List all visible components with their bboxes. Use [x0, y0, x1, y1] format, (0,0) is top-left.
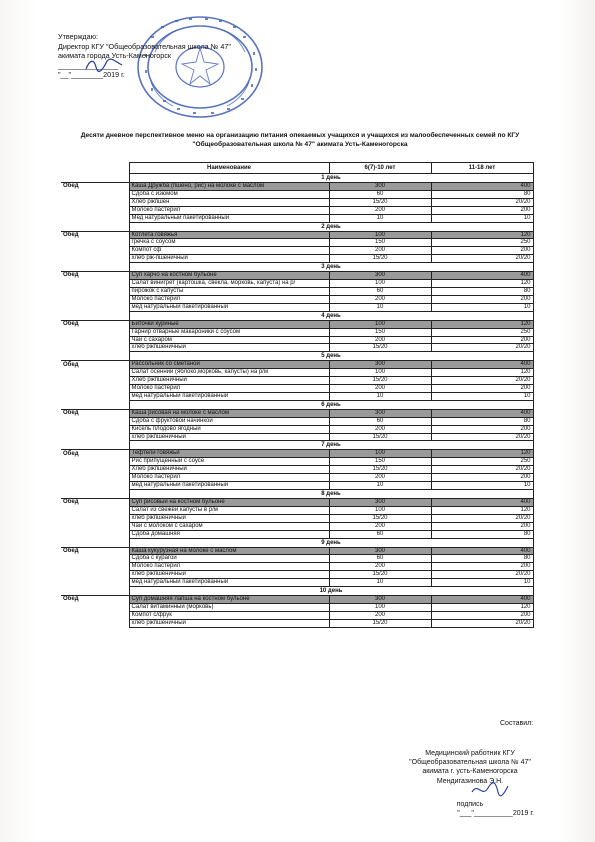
meal-spacer	[61, 255, 129, 263]
portion-6-10: 15/20	[329, 571, 431, 579]
meal-spacer	[61, 619, 129, 627]
dish-name: Каша рисовая на молоке с маслом	[129, 409, 329, 417]
menu-table-body	[61, 163, 533, 628]
day-spacer	[61, 490, 129, 499]
portion-6-10: 10	[329, 303, 431, 311]
day-row	[61, 587, 533, 596]
dish-name: хлеб ржпшеничный	[129, 344, 329, 352]
dish-name: Салат осенний (яблоко,морковь, капусты) на р/м	[129, 369, 329, 377]
table-row	[61, 377, 533, 385]
portion-11-18: 20/20	[431, 466, 533, 474]
dish-name: Сдоба домашняя	[129, 530, 329, 538]
compiled-label: Составил:	[500, 720, 534, 727]
table-row	[61, 547, 533, 555]
meal-spacer	[61, 336, 129, 344]
table-row	[61, 450, 533, 458]
meal-spacer	[61, 474, 129, 482]
meal-spacer	[61, 514, 129, 522]
table-row	[61, 272, 533, 280]
day-spacer	[61, 263, 129, 272]
portion-6-10: 200	[329, 611, 431, 619]
portion-11-18: 80	[431, 190, 533, 198]
portion-6-10: 150	[329, 328, 431, 336]
meal-label: Обед	[61, 272, 129, 280]
dish-name: мед натуральный пакетированный	[129, 482, 329, 490]
table-row	[61, 555, 533, 563]
meal-spacer	[61, 611, 129, 619]
dish-name: Рис припущенный с соусе	[129, 458, 329, 466]
table-row	[61, 336, 533, 344]
dish-name: Молоко пастерил	[129, 385, 329, 393]
table-row	[61, 571, 533, 579]
meal-spacer	[61, 417, 129, 425]
day-label: 8 день	[129, 490, 533, 499]
table-row	[61, 611, 533, 619]
meal-spacer	[61, 280, 129, 288]
portion-11-18: 200	[431, 385, 533, 393]
portion-11-18: 20/20	[431, 619, 533, 627]
portion-6-10: 15/20	[329, 433, 431, 441]
table-row	[61, 433, 533, 441]
day-spacer	[61, 441, 129, 450]
table-row	[61, 369, 533, 377]
approval-director: Директор КГУ "Общеобразовательная школа № 47"	[58, 41, 231, 51]
portion-11-18: 200	[431, 206, 533, 214]
portion-6-10: 10	[329, 579, 431, 587]
meal-label: Обед	[61, 499, 129, 507]
dish-name: Салат витаминный (морковь)	[129, 603, 329, 611]
portion-11-18: 20/20	[431, 433, 533, 441]
portion-11-18: 200	[431, 247, 533, 255]
portion-11-18: 400	[431, 272, 533, 280]
dish-name: мед натуральный пакетированный	[129, 579, 329, 587]
dish-name: пирожок с капусты	[129, 287, 329, 295]
portion-11-18: 80	[431, 530, 533, 538]
meal-spacer	[61, 571, 129, 579]
portion-11-18: 200	[431, 336, 533, 344]
portion-6-10: 150	[329, 239, 431, 247]
portion-11-18: 80	[431, 555, 533, 563]
dish-name: Хлеб ржпшен	[129, 198, 329, 206]
portion-11-18: 200	[431, 611, 533, 619]
meal-label: Обед	[61, 361, 129, 369]
portion-6-10: 100	[329, 603, 431, 611]
day-label: 9 день	[129, 538, 533, 547]
portion-6-10: 100	[329, 450, 431, 458]
table-row	[61, 280, 533, 288]
meal-label: Обед	[61, 450, 129, 458]
portion-11-18: 20/20	[431, 377, 533, 385]
table-row	[61, 320, 533, 328]
dish-name: Чай с сахаром	[129, 336, 329, 344]
portion-6-10: 60	[329, 190, 431, 198]
meal-spacer	[61, 247, 129, 255]
day-label: 3 день	[129, 263, 533, 272]
dish-name: Рассольник со сметаной	[129, 361, 329, 369]
portion-11-18: 20/20	[431, 514, 533, 522]
meal-spacer	[61, 425, 129, 433]
portion-11-18: 20/20	[431, 571, 533, 579]
table-row	[61, 295, 533, 303]
portion-11-18: 400	[431, 409, 533, 417]
meal-spacer	[61, 214, 129, 222]
portion-11-18: 10	[431, 214, 533, 222]
table-row	[61, 183, 533, 191]
table-header-row	[61, 163, 533, 174]
portion-6-10: 300	[329, 547, 431, 555]
portion-11-18: 250	[431, 458, 533, 466]
day-label: 6 день	[129, 400, 533, 409]
dish-name: Салат винигрет (картошка, свекла, морковь, капуста) на р/	[129, 280, 329, 288]
meal-spacer	[61, 369, 129, 377]
table-row	[61, 619, 533, 627]
table-row	[61, 522, 533, 530]
header-cell-age-11-18: 11-18 лет	[431, 163, 533, 174]
portion-11-18: 10	[431, 579, 533, 587]
table-row	[61, 287, 533, 295]
meal-spacer	[61, 198, 129, 206]
dish-name: мед натуральный пакетированный	[129, 392, 329, 400]
table-row	[61, 563, 533, 571]
dish-name: Кисель плодово ягодный	[129, 425, 329, 433]
portion-6-10: 200	[329, 247, 431, 255]
dish-name: мед натуральный пакетированный	[129, 303, 329, 311]
portion-11-18: 120	[431, 320, 533, 328]
portion-6-10: 10	[329, 482, 431, 490]
meal-spacer	[61, 344, 129, 352]
table-row	[61, 190, 533, 198]
portion-6-10: 150	[329, 458, 431, 466]
day-spacer	[61, 174, 129, 183]
portion-6-10: 15/20	[329, 377, 431, 385]
day-row	[61, 352, 533, 361]
meal-label: Обед	[61, 547, 129, 555]
dish-name: хлеб ржпшеничный	[129, 619, 329, 627]
compiler-akimat: акимата г. усть-Каменогорска	[422, 768, 518, 776]
meal-spacer	[61, 392, 129, 400]
dish-name: Суп харчо на костном бульоне	[129, 272, 329, 280]
table-row	[61, 596, 533, 604]
portion-11-18: 250	[431, 239, 533, 247]
portion-6-10: 200	[329, 385, 431, 393]
day-label: 7 день	[129, 441, 533, 450]
portion-11-18: 10	[431, 303, 533, 311]
portion-11-18: 120	[431, 506, 533, 514]
portion-6-10: 100	[329, 280, 431, 288]
portion-6-10: 300	[329, 596, 431, 604]
portion-11-18: 400	[431, 499, 533, 507]
table-row	[61, 579, 533, 587]
table-row	[61, 344, 533, 352]
portion-6-10: 60	[329, 530, 431, 538]
dish-name: Салат из свежей капусты в р/м	[129, 506, 329, 514]
header-cell-name: Наименование	[129, 163, 329, 174]
meal-spacer	[61, 530, 129, 538]
compiler-school: "Общеобразовательная школа № 47"	[409, 759, 531, 767]
portion-6-10: 100	[329, 320, 431, 328]
table-row	[61, 361, 533, 369]
meal-label: Обед	[61, 183, 129, 191]
meal-spacer	[61, 287, 129, 295]
table-row	[61, 425, 533, 433]
table-row	[61, 255, 533, 263]
compiler-date: "___"__________2019 г.	[457, 810, 534, 818]
table-row	[61, 514, 533, 522]
table-row	[61, 328, 533, 336]
day-row	[61, 400, 533, 409]
dish-name: Компот сф	[129, 247, 329, 255]
table-row	[61, 247, 533, 255]
dish-name: Молоко пастерил	[129, 563, 329, 571]
meal-label: Обед	[61, 231, 129, 239]
meal-label: Обед	[61, 596, 129, 604]
meal-spacer	[61, 295, 129, 303]
approval-date: "__"________2019 г.	[58, 70, 125, 80]
portion-11-18: 400	[431, 361, 533, 369]
meal-spacer	[61, 190, 129, 198]
meal-spacer	[61, 206, 129, 214]
portion-6-10: 300	[329, 272, 431, 280]
meal-spacer	[61, 603, 129, 611]
meal-spacer	[61, 579, 129, 587]
portion-11-18: 120	[431, 603, 533, 611]
portion-11-18: 120	[431, 450, 533, 458]
meal-spacer	[61, 328, 129, 336]
portion-6-10: 10	[329, 214, 431, 222]
portion-6-10: 15/20	[329, 344, 431, 352]
portion-6-10: 200	[329, 206, 431, 214]
approval-akimat: акимата города Усть-Каменогорск	[58, 51, 172, 61]
header-cell-meal	[61, 163, 129, 174]
portion-6-10: 100	[329, 231, 431, 239]
day-label: 10 день	[129, 587, 533, 596]
table-row	[61, 392, 533, 400]
portion-6-10: 300	[329, 499, 431, 507]
compiler-signature-icon	[470, 782, 510, 798]
portion-11-18: 200	[431, 563, 533, 571]
meal-label: Обед	[61, 320, 129, 328]
portion-11-18: 80	[431, 287, 533, 295]
day-label: 4 день	[129, 311, 533, 320]
dish-name: Молоко пастерил	[129, 474, 329, 482]
meal-spacer	[61, 482, 129, 490]
meal-spacer	[61, 466, 129, 474]
day-spacer	[61, 222, 129, 231]
portion-6-10: 100	[329, 506, 431, 514]
portion-11-18: 120	[431, 231, 533, 239]
portion-6-10: 300	[329, 409, 431, 417]
portion-11-18: 20/20	[431, 198, 533, 206]
meal-spacer	[61, 555, 129, 563]
dish-name: хлеб ржпшеничный	[129, 571, 329, 579]
portion-6-10: 15/20	[329, 255, 431, 263]
portion-11-18: 200	[431, 474, 533, 482]
portion-6-10: 15/20	[329, 198, 431, 206]
day-row	[61, 174, 533, 183]
table-row	[61, 603, 533, 611]
dish-name: гречка с соусом	[129, 239, 329, 247]
portion-11-18: 120	[431, 280, 533, 288]
meal-label: Обед	[61, 409, 129, 417]
day-row	[61, 441, 533, 450]
meal-spacer	[61, 385, 129, 393]
table-row	[61, 506, 533, 514]
meal-spacer	[61, 506, 129, 514]
portion-6-10: 60	[329, 417, 431, 425]
compiler-position: Медицинский работник КГУ	[425, 750, 515, 757]
portion-11-18: 200	[431, 295, 533, 303]
day-label: 1 день	[129, 174, 533, 183]
dish-name: Сдоба с фруктовой начинкой	[129, 417, 329, 425]
approval-signature-line: _______________	[58, 60, 118, 70]
dish-name: хлеб ржпшеничный	[129, 433, 329, 441]
portion-6-10: 60	[329, 555, 431, 563]
portion-11-18: 200	[431, 425, 533, 433]
portion-6-10: 100	[329, 369, 431, 377]
portion-6-10: 200	[329, 522, 431, 530]
portion-11-18: 10	[431, 482, 533, 490]
dish-name: Сдоба с курагой	[129, 555, 329, 563]
title-line-1: Десяти дневное перспективное меню на организацию питания опекаемых учащихся и учащихся из малообеспеченных семей по КГУ	[80, 132, 520, 139]
dish-name: Хлеб ржпшеничный	[129, 377, 329, 385]
table-row	[61, 214, 533, 222]
dish-name: Сдоба с изюмом	[129, 190, 329, 198]
meal-spacer	[61, 458, 129, 466]
portion-11-18: 20/20	[431, 255, 533, 263]
portion-6-10: 200	[329, 563, 431, 571]
day-label: 5 день	[129, 352, 533, 361]
portion-11-18: 400	[431, 596, 533, 604]
meal-spacer	[61, 377, 129, 385]
day-row	[61, 263, 533, 272]
table-row	[61, 231, 533, 239]
compiler-name: Мендигазинова Э.Н.	[436, 777, 504, 785]
header-cell-age-6-10: 6(7)-10 лет	[329, 163, 431, 174]
dish-name: Тефтели говяжьи	[129, 450, 329, 458]
dish-name: Суп рисовый на костном бульоне	[129, 499, 329, 507]
portion-6-10: 300	[329, 183, 431, 191]
table-row	[61, 303, 533, 311]
portion-6-10: 60	[329, 287, 431, 295]
portion-6-10: 200	[329, 336, 431, 344]
dish-name: Чай с молоком с сахаром	[129, 522, 329, 530]
document-title	[40, 132, 560, 149]
dish-name: Гарнир отварные макароники с соусом	[129, 328, 329, 336]
table-row	[61, 409, 533, 417]
portion-11-18: 20/20	[431, 344, 533, 352]
portion-11-18: 120	[431, 369, 533, 377]
day-spacer	[61, 587, 129, 596]
table-row	[61, 474, 533, 482]
dish-name: Хлеб ржпшеничный	[129, 466, 329, 474]
compiler-signature-area	[380, 786, 560, 800]
meal-spacer	[61, 433, 129, 441]
portion-6-10: 200	[329, 474, 431, 482]
dish-name: Молоко пастерил	[129, 206, 329, 214]
portion-11-18: 250	[431, 328, 533, 336]
dish-name: Каша Дружба (пшено, рис) на молоке с маслом	[129, 183, 329, 191]
portion-6-10: 10	[329, 392, 431, 400]
table-row	[61, 198, 533, 206]
day-row	[61, 490, 533, 499]
approval-heading: Утверждаю:	[58, 32, 98, 41]
portion-6-10: 15/20	[329, 514, 431, 522]
portion-11-18: 80	[431, 417, 533, 425]
table-row	[61, 206, 533, 214]
portion-11-18: 200	[431, 522, 533, 530]
day-spacer	[61, 400, 129, 409]
portion-11-18: 400	[431, 547, 533, 555]
dish-name: хлеб ржпшеничный	[129, 514, 329, 522]
compiler-signature-caption: подпись	[456, 800, 484, 808]
compiler-block	[380, 749, 560, 818]
dish-name: Каша кукурузная на молоке с маслом	[129, 547, 329, 555]
dish-name: Биточки куриные	[129, 320, 329, 328]
day-label: 2 день	[129, 222, 533, 231]
portion-11-18: 10	[431, 392, 533, 400]
day-spacer	[61, 538, 129, 547]
day-spacer	[61, 352, 129, 361]
dish-name: Компот с/фрук	[129, 611, 329, 619]
day-row	[61, 311, 533, 320]
portion-11-18: 400	[431, 183, 533, 191]
table-row	[61, 417, 533, 425]
meal-spacer	[61, 303, 129, 311]
dish-name: Суп домашняя лапша на костном бульоне	[129, 596, 329, 604]
dish-name: Мед натуральный пакетированный	[129, 214, 329, 222]
meal-spacer	[61, 563, 129, 571]
table-row	[61, 385, 533, 393]
dish-name: хлеб рж-пшеничный	[129, 255, 329, 263]
portion-6-10: 200	[329, 425, 431, 433]
table-row	[61, 239, 533, 247]
dish-name: Котлета говяжья	[129, 231, 329, 239]
portion-6-10: 200	[329, 295, 431, 303]
menu-table	[61, 162, 534, 628]
meal-spacer	[61, 239, 129, 247]
table-row	[61, 466, 533, 474]
director-signature-icon	[84, 57, 124, 73]
table-row	[61, 499, 533, 507]
portion-6-10: 300	[329, 361, 431, 369]
table-row	[61, 530, 533, 538]
table-row	[61, 482, 533, 490]
dish-name: Молоко пастерил	[129, 295, 329, 303]
table-row	[61, 458, 533, 466]
day-row	[61, 538, 533, 547]
portion-6-10: 15/20	[329, 619, 431, 627]
portion-6-10: 15/20	[329, 466, 431, 474]
meal-spacer	[61, 522, 129, 530]
day-row	[61, 222, 533, 231]
title-line-2: "Общеобразовательная школа № 47" акимата Усть-Каменогорска	[192, 140, 408, 148]
day-spacer	[61, 311, 129, 320]
